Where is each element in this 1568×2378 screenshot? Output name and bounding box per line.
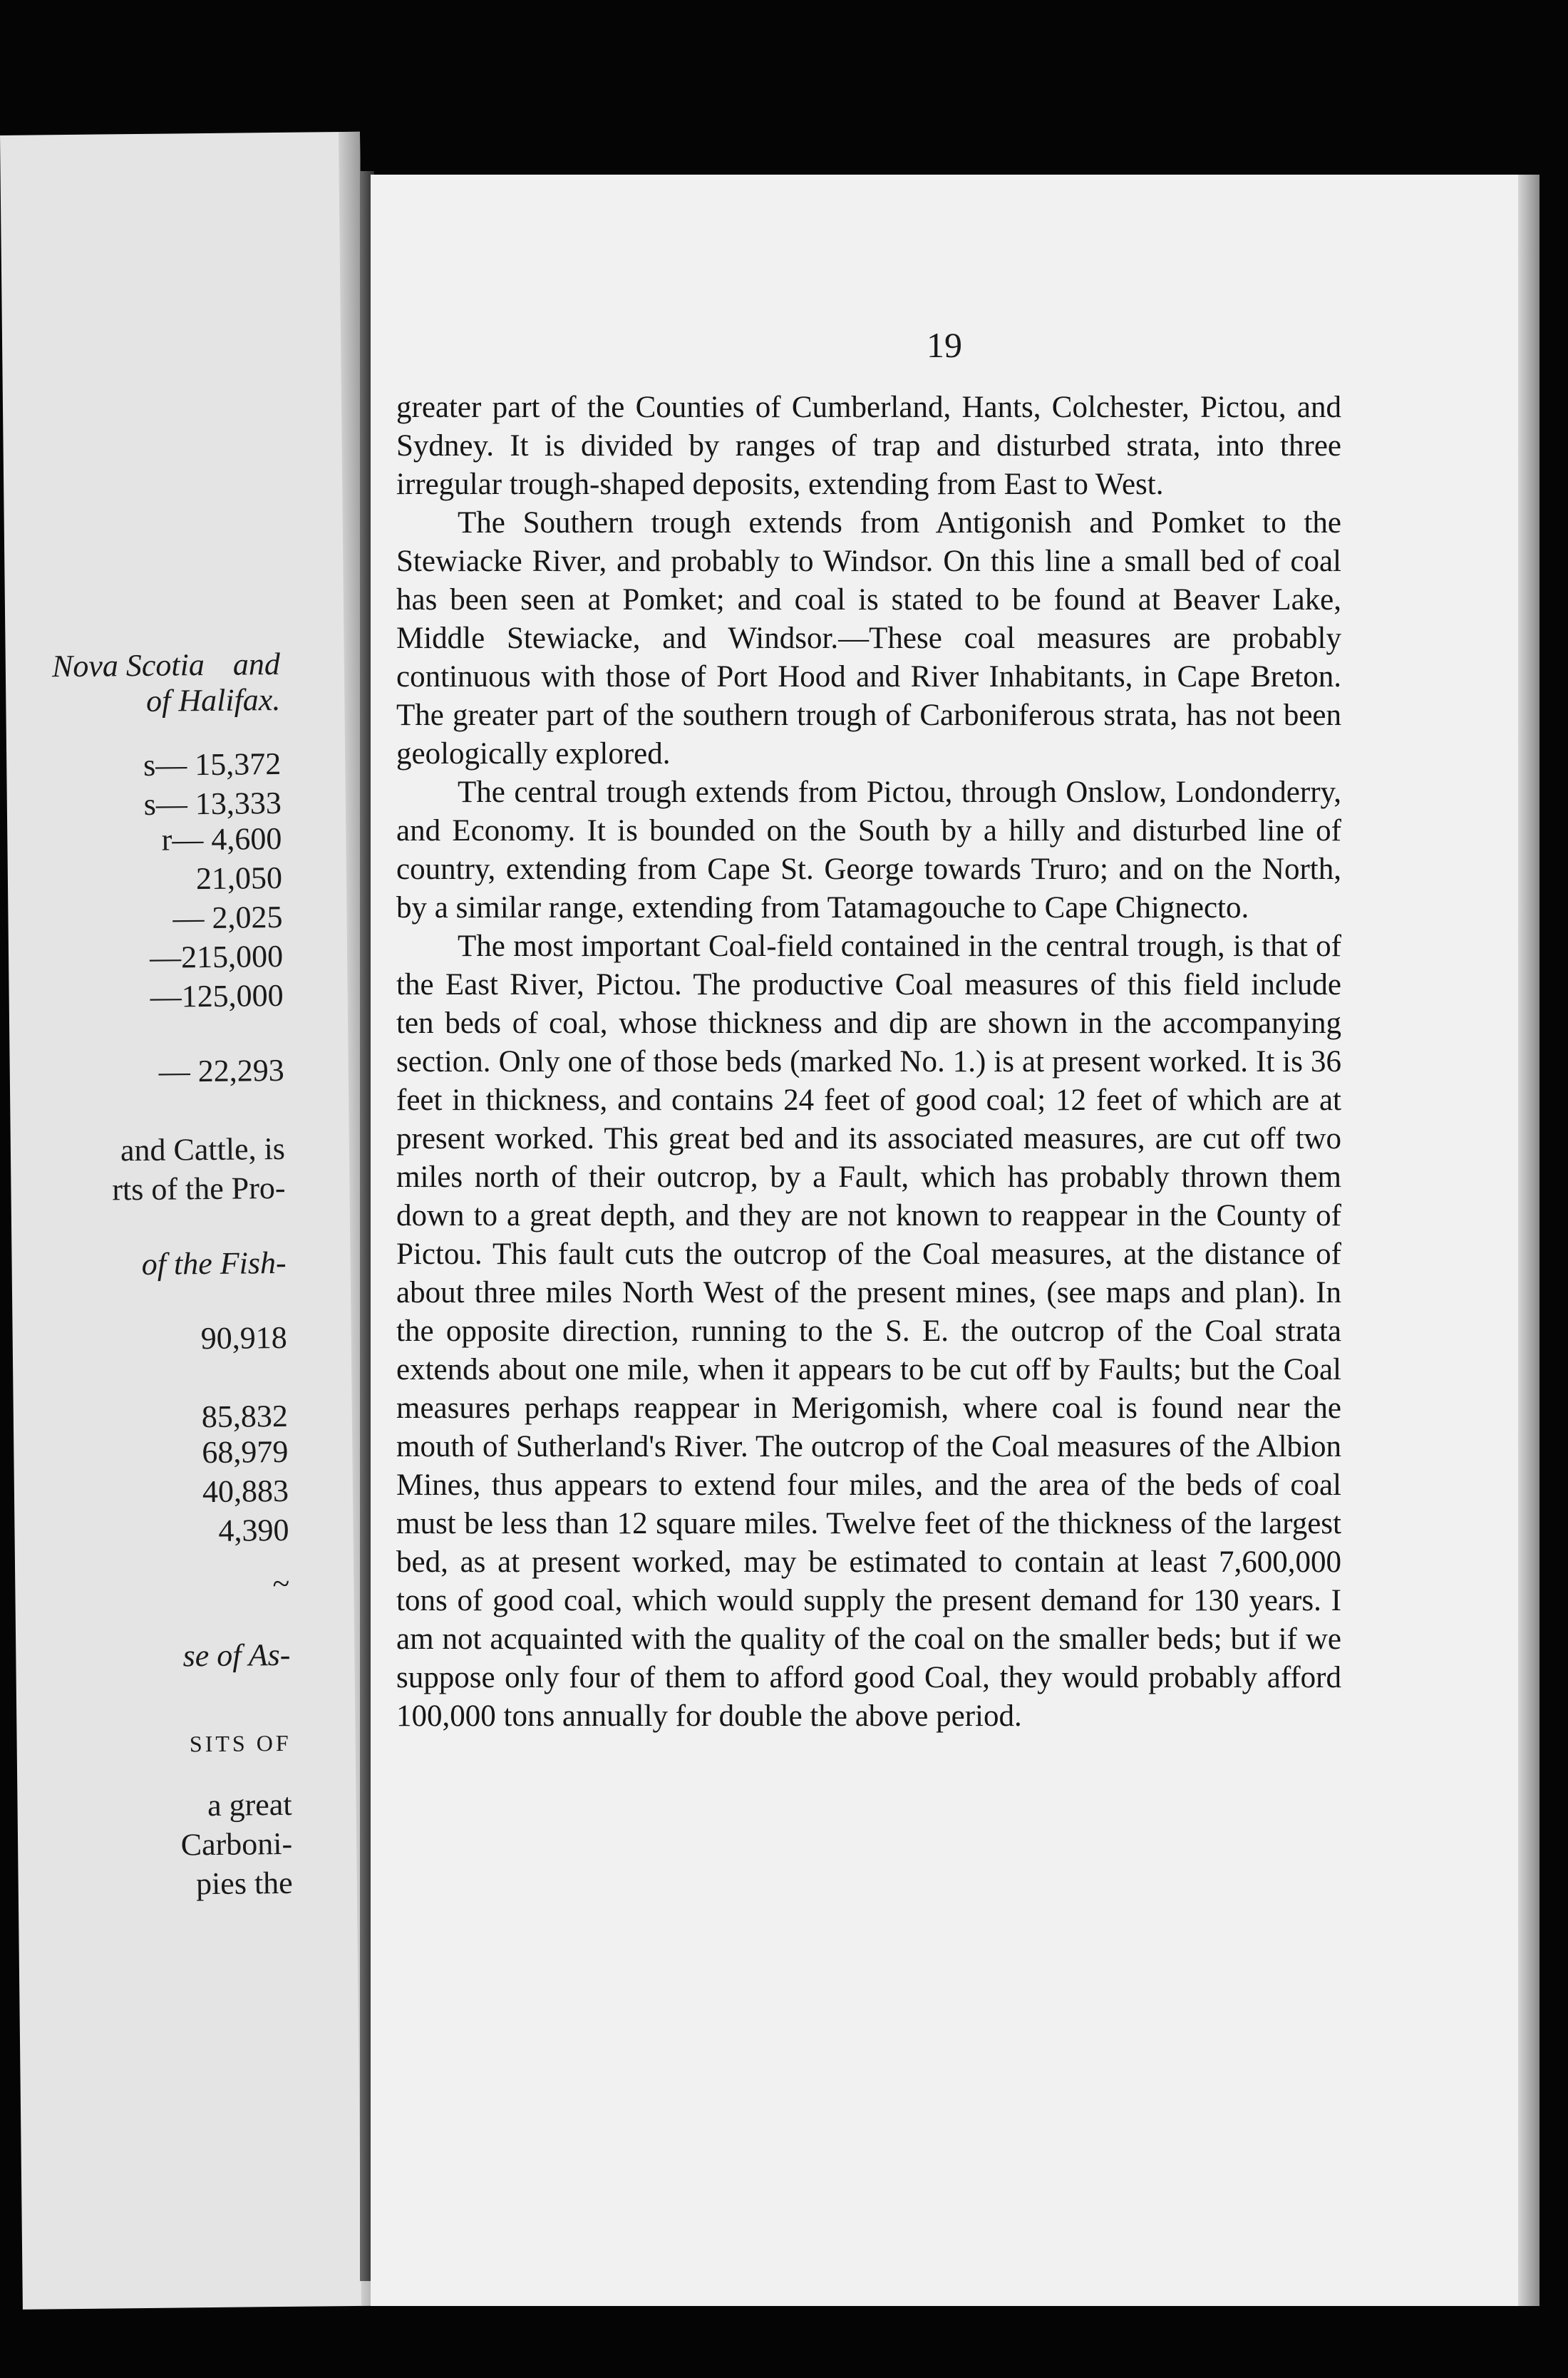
left-fragment: and xyxy=(232,646,281,682)
paragraph-3: The central trough extends from Pictou, through Onslow, Londonderry, and Economy. It is bounded on the South by a hilly and disturbed line of country, extending from Cape St. George towards Truro; and on the North, by a similar range, extending from Tatamagouche to Cape Chignecto. xyxy=(396,776,1341,925)
paragraph-1: greater part of the Counties of Cumberland, Hants, Colchester, Pictou, and Sydney. It is divided by ranges of trap and disturbed strata, into three irregular trough-shaped deposits, extending from East to West. xyxy=(396,391,1341,501)
left-fragment: — 2,025 xyxy=(172,899,283,936)
left-fragment: and Cattle, is xyxy=(120,1131,286,1168)
left-fragment-row xyxy=(141,1245,286,1282)
page-number: 19 xyxy=(927,325,962,365)
left-fragment-row xyxy=(202,1398,289,1435)
left-fragment-row xyxy=(158,1052,284,1090)
left-fragment: —215,000 xyxy=(149,938,284,975)
left-fragment-row xyxy=(161,820,282,858)
left-fragment-row xyxy=(112,1170,286,1208)
left-page xyxy=(0,132,383,2310)
left-fragment: Nova Scotia xyxy=(51,647,205,684)
left-fragment: s— 15,372 xyxy=(143,746,282,783)
left-fragment-row xyxy=(196,860,283,897)
left-fragment: rts of the Pro- xyxy=(112,1170,286,1208)
left-fragment: SITS OF xyxy=(189,1729,292,1757)
left-fragment: 21,050 xyxy=(195,860,283,897)
left-fragment-row xyxy=(272,1565,289,1602)
left-fragment-row xyxy=(182,1637,290,1674)
left-fragment-row xyxy=(190,1722,292,1759)
left-fragment: 40,883 xyxy=(202,1473,289,1510)
paragraph-2: The Southern trough extends from Antigonish and Pomket to the Stewiacke River, and probably to Windsor. On this line a small bed of coal has been seen at Pomket; and coal is stated to be found at Beaver Lake, Middle Stewiacke, and Windsor.—These coal measures are probably continuous with those of Port Hood and River Inhabitants, in Cape Breton. The greater part of the southern trough of Carboniferous strata, has not been geologically explored. xyxy=(396,506,1341,771)
left-fragment-row xyxy=(202,1473,289,1510)
left-fragment-row xyxy=(202,1434,289,1471)
left-fragment: ~ xyxy=(272,1565,290,1602)
left-fragment-row xyxy=(146,681,281,719)
body-text xyxy=(396,388,1341,1736)
left-fragment: a great xyxy=(207,1786,292,1823)
left-fragment-row xyxy=(218,1512,289,1549)
left-fragment-row xyxy=(200,1319,287,1357)
left-fragment: — 22,293 xyxy=(158,1052,285,1089)
right-page-edge xyxy=(1518,175,1539,2306)
left-fragment: r— 4,600 xyxy=(161,820,282,858)
left-fragment: of the Fish- xyxy=(141,1245,287,1282)
left-fragment-row xyxy=(196,1865,293,1902)
left-fragment-row xyxy=(172,899,283,937)
left-fragment-row xyxy=(52,646,280,684)
left-fragment-row xyxy=(120,1131,285,1168)
left-fragment-row xyxy=(180,1826,292,1863)
left-fragment: 4,390 xyxy=(218,1512,289,1548)
left-fragment: 90,918 xyxy=(200,1319,287,1357)
left-fragment: pies the xyxy=(195,1865,293,1902)
left-fragment: —125,000 xyxy=(150,977,284,1014)
left-fragment-row xyxy=(207,1786,292,1823)
right-page xyxy=(371,175,1539,2306)
left-fragment-row xyxy=(150,938,284,976)
left-fragment: of Halifax. xyxy=(145,681,281,719)
left-fragment: 85,832 xyxy=(201,1398,289,1435)
left-fragment-row xyxy=(143,746,282,783)
left-fragment: 68,979 xyxy=(202,1434,289,1471)
left-fragment: Carboni- xyxy=(180,1826,293,1863)
left-page-fragments xyxy=(0,132,360,1902)
left-fragment-row xyxy=(150,977,284,1015)
left-fragment: s— 13,333 xyxy=(143,785,282,822)
paragraph-4: The most important Coal-field contained in the central trough, is that of the East River, Pictou. The productive Coal measures of this field include ten beds of coal, whose thickness and dip are shown in the accompanying section. Only one of those beds (marked No. 1.) is at present worked. It is 36 feet in thickness, and contains 24 feet of good coal; 12 feet of which are at present worked. This great bed and its associated measures, are cut off two miles north of their outcrop, by a Fault, which has probably thrown them down to a great depth, and they are not known to reappear in the County of Pictou. This fault cuts the outcrop of the Coal measures, at the distance of about three miles North West of the present mines, (see maps and plan). In the opposite direction, running to the S. E. the outcrop of the Coal strata extends about one mile, when it appears to be cut off by Faults; but the Coal measures perhaps reappear in Merigomish, where coal is found near the mouth of Sutherland's River. The outcrop of the Coal measures of the Albion Mines, thus appears to extend four miles, and the area of the beds of coal must be less than 12 square miles. Twelve feet of the thickness of the largest bed, as at present worked, may be estimated to contain at least 7,600,000 tons of good coal, which would supply the present demand for 130 years. I am not acquainted with the quality of the coal on the smaller beds; but if we suppose only four of them to afford good Coal, they would probably afford 100,000 tons annually for double the above period. xyxy=(396,930,1341,1733)
left-fragment: se of As- xyxy=(182,1637,291,1674)
left-fragment-row xyxy=(143,785,282,823)
